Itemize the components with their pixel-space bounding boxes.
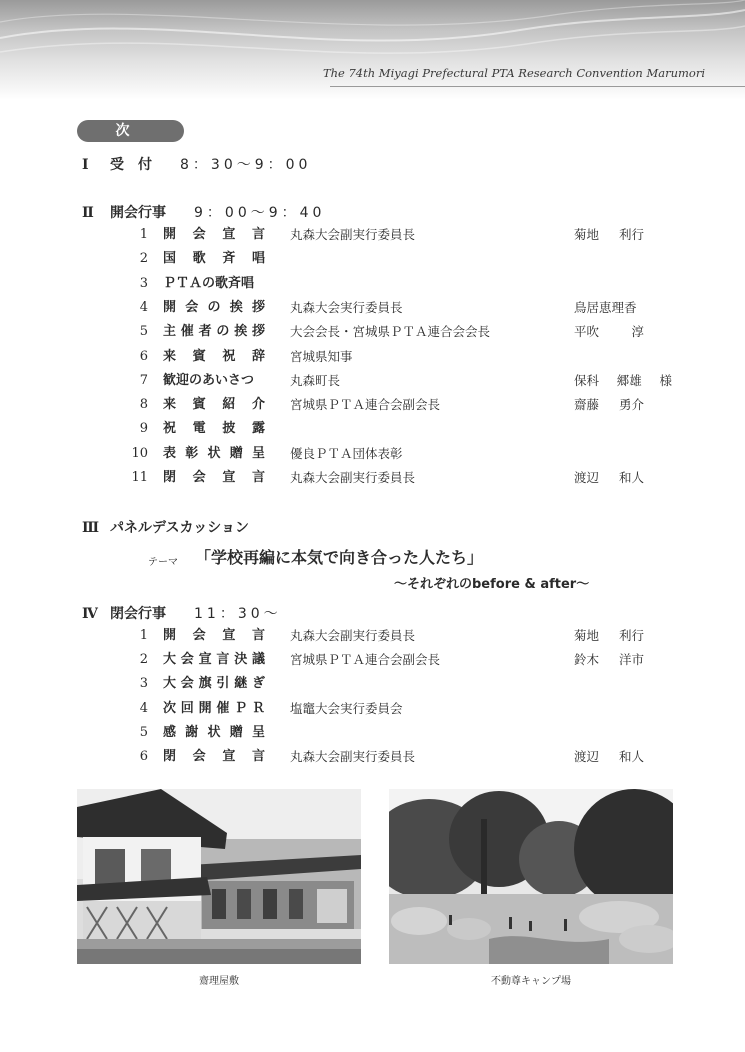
section-reception (82, 154, 311, 174)
row-number: 2 (139, 251, 148, 267)
section-time: 11：30～ (194, 606, 282, 622)
program-item (163, 648, 265, 672)
item-char: 挨 (234, 324, 248, 340)
item-char: 宣 (222, 628, 236, 643)
speaker-name (574, 393, 644, 417)
item-char: Ｒ (251, 700, 265, 716)
photo-caption: 不動尊キャンプ場 (491, 976, 571, 987)
program-item (163, 745, 265, 769)
program-item (163, 721, 265, 745)
item-char: 言 (251, 227, 265, 242)
item-char: 国 (163, 251, 177, 267)
item-char: 辞 (251, 348, 265, 364)
theme-title: 「学校再編に本気で向き合った人たち」 (195, 548, 484, 567)
program-item (163, 697, 265, 721)
section-numeral: Ⅳ (82, 606, 98, 622)
section-time: 9：00～9：40 (194, 205, 326, 221)
name-part: 菊地 (574, 227, 600, 242)
header-rule (330, 86, 745, 87)
item-char: 表 (163, 445, 177, 461)
item-char: 者 (198, 324, 212, 340)
row-number: 4 (139, 700, 148, 716)
name-part: 菊地 (574, 628, 600, 643)
item-char: 賓 (192, 348, 206, 364)
item-char: 来 (163, 348, 177, 364)
item-char: 宣 (222, 470, 236, 485)
section-title: 閉会行事 (110, 606, 166, 622)
item-char: 挨 (229, 299, 243, 315)
item-char: 言 (251, 749, 265, 764)
item-char: 大 (163, 652, 177, 668)
row-number: 6 (139, 348, 148, 364)
item-char: 紹 (222, 397, 236, 413)
campground-photo-illustration (389, 789, 673, 964)
program-item (163, 369, 265, 393)
item-char: 贈 (229, 724, 243, 740)
item-char: 歓迎のあいさつ (163, 372, 255, 388)
item-char: Ｐ (234, 700, 248, 716)
program-item (163, 417, 265, 441)
row-number: 3 (139, 676, 148, 692)
item-char: 決 (234, 652, 248, 668)
item-char: 披 (222, 421, 236, 437)
item-char: 会 (192, 227, 206, 242)
program-item (163, 466, 265, 490)
speaker-role: 丸森大会副実行委員長 (290, 470, 416, 485)
program-item (163, 320, 265, 344)
item-char: 会 (192, 628, 206, 643)
item-char: ぎ (251, 676, 265, 692)
item-char: 会 (192, 749, 206, 764)
photo-caption: 齋理屋敷 (199, 976, 239, 987)
item-char: 会 (180, 652, 194, 668)
item-char: 電 (192, 421, 206, 437)
speaker-role: 丸森大会副実行委員長 (290, 227, 416, 242)
section-closing (82, 603, 282, 623)
item-char: 歌 (192, 251, 206, 267)
name-part: 保科 (574, 372, 600, 388)
item-char: 介 (251, 397, 265, 413)
item-char: 拶 (251, 324, 265, 340)
speaker-role: 大会会長・宮城県ＰＴＡ連合会会長 (290, 324, 491, 340)
row-number: 4 (139, 299, 148, 315)
speaker-role: 宮城県ＰＴＡ連合会副会長 (290, 652, 441, 668)
item-char: 贈 (229, 445, 243, 461)
row-number: 8 (139, 397, 148, 413)
item-char: 彰 (185, 445, 199, 461)
photo-fudoson-campground (389, 789, 673, 964)
name-part: 平吹 (574, 324, 600, 340)
program-item (163, 672, 265, 696)
item-char: 回 (180, 700, 194, 716)
item-char: 宣 (222, 227, 236, 242)
row-number: 1 (139, 227, 148, 242)
item-char: 催 (180, 324, 194, 340)
section-title: 受 付 (110, 157, 152, 173)
section-panel (82, 517, 249, 537)
wave-decoration (0, 0, 745, 100)
row-number: 9 (139, 421, 148, 437)
section-title: 開会行事 (110, 205, 166, 221)
section-opening (82, 202, 325, 222)
item-char: 状 (207, 724, 221, 740)
speaker-role: 優良ＰＴＡ団体表彰 (290, 445, 403, 461)
speaker-role: 丸森大会実行委員長 (290, 299, 403, 315)
theme-subtitle: ～それぞれのbefore & after～ (394, 577, 590, 592)
speaker-role: 宮城県知事 (290, 348, 353, 364)
item-char: 露 (251, 421, 265, 437)
item-char: 次 (163, 700, 177, 716)
item-char: 開 (163, 299, 177, 315)
item-char: 祝 (222, 348, 236, 364)
row-number: 5 (139, 724, 148, 740)
item-char: 言 (251, 628, 265, 643)
speaker-role: 丸森大会副実行委員長 (290, 628, 416, 643)
item-char: ＰＴＡの歌斉唱 (163, 275, 255, 291)
item-char: 拶 (251, 299, 265, 315)
section-numeral: Ⅲ (82, 520, 100, 536)
item-char: 開 (198, 700, 212, 716)
item-char: 言 (251, 470, 265, 485)
program-item (163, 247, 265, 271)
item-char: 言 (216, 652, 230, 668)
section-title: パネルデスカッション (110, 520, 250, 536)
name-part: 様 (659, 372, 672, 388)
name-part: 淳 (631, 324, 644, 340)
row-number: 5 (139, 324, 148, 340)
speaker-role: 丸森大会副実行委員長 (290, 749, 416, 764)
item-char: 会 (180, 676, 194, 692)
name-part: 和人 (618, 470, 644, 485)
item-char: 議 (251, 652, 265, 668)
speaker-name (574, 648, 644, 672)
name-part: 洋市 (618, 652, 644, 668)
convention-title: The 74th Miyagi Prefectural PTA Research Convention Marumori (322, 66, 705, 80)
item-char: の (207, 299, 221, 315)
name-part: 渡辺 (574, 470, 600, 485)
item-char: 閉 (163, 749, 177, 764)
speaker-name (574, 624, 644, 648)
item-char: 祝 (163, 421, 177, 437)
theme-label: テーマ (148, 557, 178, 568)
item-char: 来 (163, 397, 177, 413)
item-char: 開 (163, 628, 177, 643)
program-item (163, 442, 265, 466)
name-part: 渡辺 (574, 749, 600, 764)
speaker-name (574, 223, 644, 247)
speaker-name (574, 320, 644, 344)
item-char: 状 (207, 445, 221, 461)
item-char: 呈 (251, 724, 265, 740)
header-band (0, 0, 745, 100)
name-part: 齋藤 (574, 397, 600, 413)
name-part: 郷雄 (616, 372, 642, 388)
photo-sairi-yashiki (77, 789, 361, 964)
speaker-name (574, 369, 672, 393)
item-char: 継 (234, 676, 248, 692)
item-char: 斉 (222, 251, 236, 267)
program-item (163, 223, 265, 247)
item-char: 大 (163, 676, 177, 692)
item-char: の (216, 324, 230, 340)
item-char: 催 (216, 700, 230, 716)
item-char: 閉 (163, 470, 177, 485)
item-char: 旗 (198, 676, 212, 692)
item-char: 呈 (251, 445, 265, 461)
speaker-role: 宮城県ＰＴＡ連合会副会長 (290, 397, 441, 413)
building-photo-illustration (77, 789, 361, 964)
item-char: 宣 (222, 749, 236, 764)
speaker-name (574, 296, 637, 320)
section-numeral: Ⅰ (82, 157, 89, 173)
row-number: 3 (139, 275, 148, 291)
program-item (163, 296, 265, 320)
program-item (163, 393, 265, 417)
section-label-pill: 次第 (77, 120, 184, 142)
item-char: 宣 (198, 652, 212, 668)
item-char: 引 (216, 676, 230, 692)
item-char: 唱 (251, 251, 265, 267)
row-number: 10 (131, 445, 148, 461)
item-char: 感 (163, 724, 177, 740)
speaker-name (574, 745, 644, 769)
name-part: 鳥居恵理香 (574, 299, 637, 315)
name-part: 勇介 (618, 397, 644, 413)
item-char: 会 (185, 299, 199, 315)
row-number: 11 (131, 470, 148, 485)
item-char: 主 (163, 324, 177, 340)
item-char: 謝 (185, 724, 199, 740)
name-part: 鈴木 (574, 652, 600, 668)
section-numeral: Ⅱ (82, 205, 94, 221)
speaker-role: 丸森町長 (290, 372, 341, 388)
name-part: 和人 (618, 749, 644, 764)
program-item (163, 272, 265, 296)
item-char: 開 (163, 227, 177, 242)
speaker-name (574, 466, 644, 490)
item-char: 賓 (192, 397, 206, 413)
row-number: 2 (139, 652, 148, 668)
item-char: 会 (192, 470, 206, 485)
section-time: 8：30～9：00 (180, 157, 312, 173)
speaker-role: 塩竈大会実行委員会 (290, 700, 403, 716)
name-part: 利行 (618, 227, 644, 242)
program-item (163, 345, 265, 369)
row-number: 7 (139, 372, 148, 388)
program-item (163, 624, 265, 648)
row-number: 6 (139, 749, 148, 764)
row-number: 1 (139, 628, 148, 643)
name-part: 利行 (618, 628, 644, 643)
